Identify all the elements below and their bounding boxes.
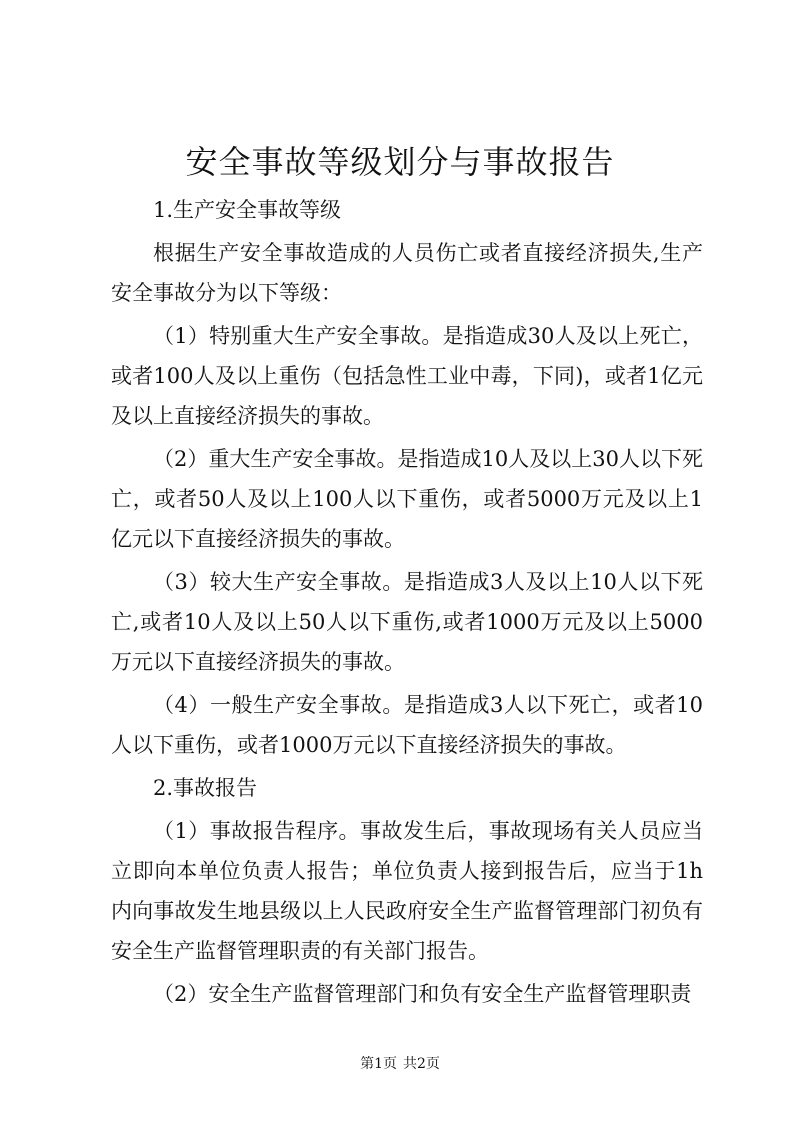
page-title: 安全事故等级划分与事故报告 [185, 143, 615, 181]
document-body [111, 188, 703, 1014]
section-heading-accident-levels: 1.生产安全事故等级 [153, 198, 342, 222]
total-pages: 共2页 [403, 1056, 440, 1072]
paragraph-level-4: （4）一般生产安全事故。是指造成3人以下死亡，或者10人以下重伤，或者1000万元以下直接经济损失的事故。 [111, 693, 703, 757]
paragraph-level-3: （3）较大生产安全事故。是指造成3人及以上10人以下死亡,或者10人及以上50人以下重伤,或者1000万元及以上5000万元以下直接经济损失的事故。 [111, 570, 703, 674]
paragraph-level-2: （2）重大生产安全事故。是指造成10人及以上30人以下死亡，或者50人及以上100人以下重伤，或者5000万元及以上1亿元以下直接经济损失的事故。 [111, 447, 703, 551]
page-number: 第1页 [360, 1056, 397, 1072]
paragraph-report-procedure: （1）事故报告程序。事故发生后，事故现场有关人员应当立即向本单位负责人报告；单位负责人接到报告后，应当于1h内向事故发生地县级以上人民政府安全生产监督管理部门初负有安全生产监督管理职责的有关部门报告。 [111, 819, 703, 963]
section-heading-accident-report: 2.事故报告 [153, 776, 258, 800]
paragraph-report-departments: （2）安全生产监督管理部门和负有安全生产监督管理职责 [153, 982, 692, 1006]
paragraph-intro: 根据生产安全事故造成的人员伤亡或者直接经济损失,生产安全事故分为以下等级： [111, 241, 703, 305]
paragraph-level-1: （1）特别重大生产安全事故。是指造成30人及以上死亡，或者100人及以上重伤（包括急性工业中毒，下同)，或者1亿元及以上直接经济损失的事故。 [111, 324, 703, 428]
page-footer [0, 1054, 800, 1074]
